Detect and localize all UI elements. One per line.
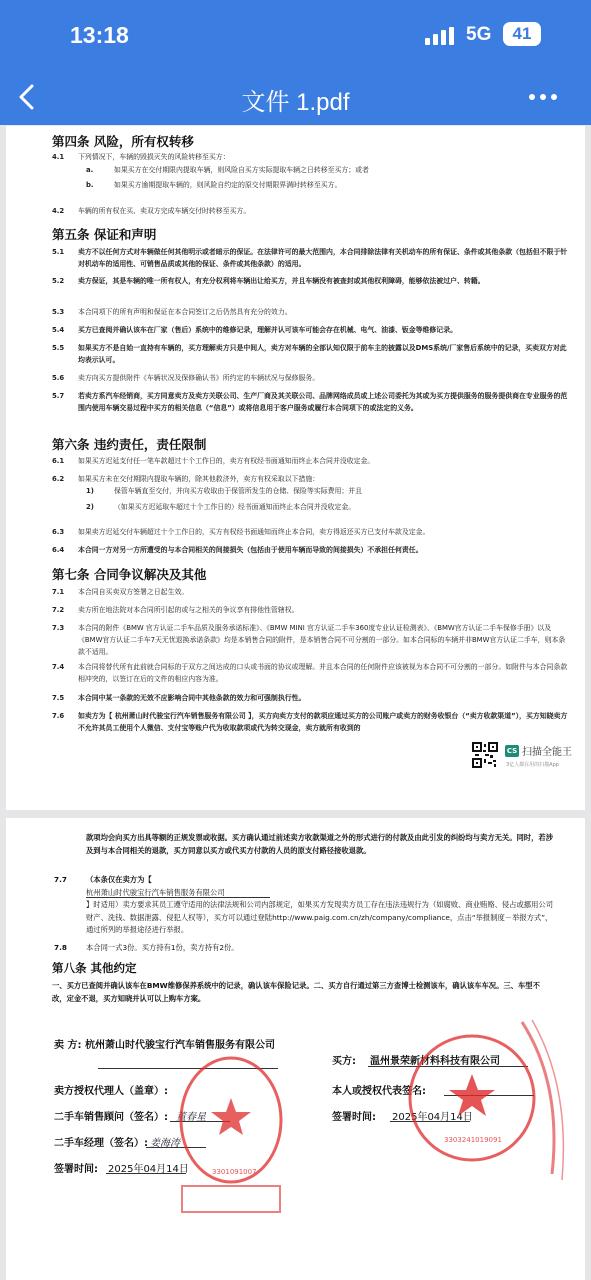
clause-5-3: 本合同项下的所有声明和保证在本合同签订之后仍然具有充分的效力。 [78, 308, 292, 316]
clause-number: 4.2 [52, 207, 65, 215]
clause-5-6: 卖方向买方提供附件《车辆状况及保修确认书》所约定的车辆状况与保修服务。 [78, 374, 320, 382]
clause-number: 7.6 [52, 712, 65, 720]
advisor-signature: 董春星 [176, 1112, 206, 1123]
clause-number: 7.7 [54, 875, 67, 884]
buyer-company-stamp [402, 1014, 572, 1186]
clause-4-2: 车辆的所有权在买、卖双方完成车辆交付时转移至买方。 [78, 207, 251, 215]
clause-7-7-company: 杭州萧山时代骏宝行汽车销售服务有限公司 [86, 887, 225, 897]
clause-number: 5.6 [52, 374, 65, 382]
clause-7-4: 本合同将替代所有此前就合同标的于双方之间达成的口头或书面的协议或理解。并且本合同的任何附件应该被视为本合同不可分割的一部分。如附件与本合同条款相冲突的，以签订在后的文件的相应内容为准。 [78, 663, 568, 684]
camscanner-label: 扫描全能王 [522, 747, 572, 758]
clause-6-2: 如果买方未在交付期限内提取车辆的，除其他救济外，卖方有权采取以下措施： [78, 475, 320, 483]
clause-7-5: 本合同中某一条款的无效不应影响合同中其他条款的效力和可强制执行性。 [78, 694, 306, 702]
battery-icon: 41 [503, 22, 541, 46]
clause-5-1: 卖方不以任何方式对车辆做任何其他明示或者暗示的保证。在法律许可的最大范围内，本合同排除法律有关机动车的所有保证、条件或其他条款（包括但不限于针对机动车的适用性、可销售品质或其他的保证、条件或其他条款）的适用。 [78, 248, 568, 269]
section-7-title: 第七条 合同争议解决及其他 [52, 567, 207, 582]
clause-4-1-a: 如果买方在交付期限内提取车辆，则风险自买方实际提取车辆之日转移至买方；或者 [114, 166, 369, 174]
clause-4-1: 下列情况下，车辆的毁损灭失的风险转移至买方： [78, 153, 230, 161]
manager-signature: 姜海涛 [150, 1138, 180, 1149]
clause-number: a. [86, 166, 94, 174]
advisor-label: 二手车销售顾问（签名）: [54, 1112, 168, 1123]
section-5-title: 第五条 保证和声明 [52, 227, 157, 242]
cellular-signal-icon [425, 27, 455, 45]
seller-agent-label: 卖方授权代理人（盖章）: [54, 1086, 168, 1097]
clause-6-1: 如果买方迟延支付任一笔车款超过十个工作日的，卖方有权经书面通知而终止本合同并没收定金。 [78, 457, 375, 465]
seller-stamp-code: 3301091007 [212, 1168, 257, 1176]
clause-6-3: 如果卖方迟延交付车辆超过十个工作日的，买方有权经书面通知而终止本合同，卖方得返还买方已支付车款及定金。 [78, 528, 430, 536]
clause-6-2-1: 保管车辆直至交付，并向买方收取由于保管所发生的仓储、保险等实际费用；并且 [114, 487, 363, 495]
clause-number: 6.2 [52, 475, 65, 483]
clause-number: 7.2 [52, 606, 65, 614]
buyer-label: 买方: [332, 1056, 356, 1067]
seller-date: 2025年04月14日 [108, 1164, 189, 1175]
buyer-name: 温州景荣新材料科技有限公司 [370, 1056, 500, 1067]
section-4-title: 第四条 风险，所有权转移 [52, 134, 194, 149]
status-bar [0, 0, 591, 70]
status-time: 13:18 [70, 22, 129, 48]
clause-number: 7.4 [52, 663, 65, 671]
clause-7-8: 本合同一式3份。买方持有1份，卖方持有2份。 [86, 943, 239, 952]
clause-5-2: 卖方保证，其是车辆的唯一所有权人，有充分权利将车辆出让给买方，并且车辆没有被查封或其他权利障碍，能够依法被过户、转籍。 [78, 277, 485, 285]
buyer-date-label: 签署时间: [332, 1112, 376, 1123]
more-options-icon[interactable] [522, 80, 564, 114]
pdf-page-1[interactable] [6, 126, 585, 810]
app-bar [0, 70, 591, 125]
clause-7-6-continued: 款项均会向买方出具等额的正规发票或收据。买方确认通过前述卖方收款渠道之外的形式进行的付款及由此引发的纠纷均与卖方无关。同时，若涉及到与本合同相关的退款，买方同意以买方或代买方付款的人员的原支付路径接收退款。 [86, 833, 553, 855]
manager-label: 二手车经理（签名）: [54, 1138, 148, 1149]
clause-number: 7.5 [52, 694, 65, 702]
clause-number: 4.1 [52, 153, 65, 161]
clause-7-1: 本合同自买卖双方签署之日起生效。 [78, 588, 189, 596]
clause-number: 7.3 [52, 624, 65, 632]
clause-number: 7.8 [54, 943, 67, 952]
clause-number: 6.3 [52, 528, 65, 536]
buyer-date: 2025年04月14日 [392, 1112, 473, 1123]
clause-number: 7.1 [52, 588, 65, 596]
clause-7-3: 本合同的附件《BMW 官方认证二手车品质及服务承诺标准》、《BMW MINI 官方认证二手车360度专业认证检测表》、《BMW官方认证二手车保修手册》以及《BMW官方认证二手车7天无忧退换承诺条款》均是本销售合同的附件，是本销售合同不可分割的一部分。如本合同标的车辆并非BMW官方认证二手车，则本条款不适用。 [78, 624, 566, 657]
section-6-title: 第六条 违约责任，责任限制 [52, 437, 207, 452]
underline [86, 897, 270, 898]
seller-company-stamp [172, 1040, 290, 1220]
clause-number: 5.7 [52, 392, 65, 400]
section-8-body: 一、买方已查阅并确认该车在BMW维修保养系统中的记录，确认该车保险记录。二、买方自行通过第三方查博士检测该车，确认该车车况。三、车型不改，定金不退，买方知晓并认可以上购车方案。 [52, 981, 540, 1003]
camscanner-logo-icon: CS [506, 747, 518, 755]
section-8-title: 第八条 其他约定 [52, 961, 137, 975]
seller-label: 卖 方: [54, 1040, 82, 1051]
clause-5-4: 买方已查阅并确认该车在厂家（售后）系统中的维修记录，理解并认可该车可能会存在机械、电气、油漆、钣金等维修记录。 [78, 326, 457, 334]
clause-number: 5.1 [52, 248, 65, 256]
clause-7-2: 卖方所在地法院对本合同所引起的或与之相关的争议享有排他性管辖权。 [78, 606, 299, 614]
qr-code-icon [472, 742, 498, 768]
clause-number: 5.3 [52, 308, 65, 316]
clause-number: 5.5 [52, 344, 65, 352]
clause-number: 6.4 [52, 546, 65, 554]
document-title: 文件 1.pdf [241, 89, 350, 116]
clause-4-1-b: 如果买方逾期提取车辆的，则风险自约定的原交付期限界满时转移至买方。 [114, 181, 342, 189]
seller-date-label: 签署时间: [54, 1164, 98, 1175]
clause-number: 2) [86, 503, 94, 511]
clause-6-2-2: （如果买方迟延取车超过十个工作日的）经书面通知而终止本合同并没收定金。 [114, 503, 356, 511]
clause-6-4: 本合同一方对另一方所遭受的与本合同相关的间接损失（包括由于使用车辆而导致的间接损失）不承担任何责任。 [78, 546, 423, 554]
clause-number: 1) [86, 487, 94, 495]
buyer-stamp-code: 3303241019091 [444, 1136, 502, 1144]
camscanner-sublabel: 3亿人都在用的扫描App [506, 762, 559, 768]
clause-7-7-body: 】时适用）卖方要求其员工遵守适用的法律法规和公司内部规定，如果买方发现卖方员工存在违法违规行为（如腐败、商业贿赂、侵占或挪用公司财产、洗钱、数据泄露、侵犯人权等），买方可以通过登陆http://www.paig.com.cn/zh/company/compliance，点击“举报制度－举报方式”，通过所列的举报途径进行举报。 [86, 900, 553, 934]
clause-7-7-lead: （本条仅在卖方为【 [86, 875, 152, 884]
clause-number: 5.2 [52, 277, 65, 285]
clause-number: 6.1 [52, 457, 65, 465]
buyer-agent-label: 本人或授权代表签名: [332, 1086, 426, 1097]
clause-7-6: 如卖方为【 杭州萧山时代骏宝行汽车销售服务有限公司 】，买方向卖方支付的款项应通过买方的公司账户或卖方的财务收银台（“卖方收款渠道”），买方知晓卖方不允许其员工使用个人微信、支付宝等账户代为收取款项或代为转交现金，卖方就所有收到的 [78, 712, 568, 733]
clause-number: b. [86, 181, 94, 189]
clause-5-7: 若卖方系汽车经销商，买方同意卖方及卖方关联公司、生产厂商及其关联公司、品牌网络成员或上述公司委托为其或为买方提供服务的服务提供商在专业服务的范围内使用车辆交易过程中买方的相关信息（“信息”）或将信息用于客户服务或履行本合同项下的或法定的义务。 [78, 392, 568, 413]
clause-5-5: 如果买方不是自始一直持有车辆的，买方理解卖方只是中间人，卖方对车辆的全部认知仅限于前车主的披露以及DMS系统/厂家售后系统中的记录，买卖双方对此均表示认可。 [78, 344, 567, 365]
seller-name: 杭州萧山时代骏宝行汽车销售服务有限公司 [84, 1040, 275, 1051]
clause-number: 5.4 [52, 326, 65, 334]
pdf-page-2[interactable] [6, 818, 585, 1280]
network-type: 5G [466, 24, 492, 45]
